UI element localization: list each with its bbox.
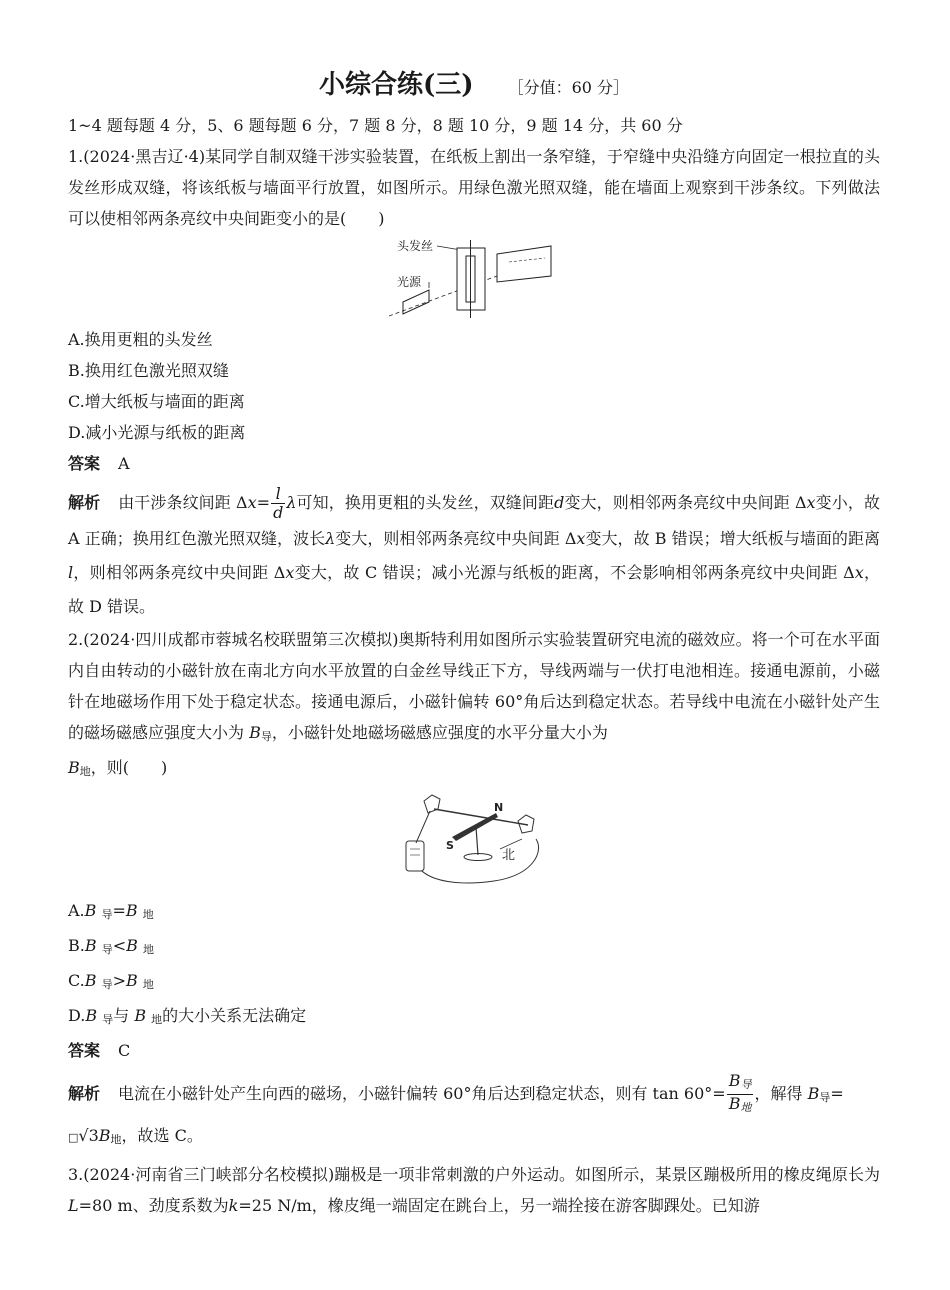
page-header — [68, 60, 880, 110]
q1-option-b: B.换用红色激光照双缝 — [68, 361, 229, 380]
q1-answer — [68, 448, 880, 479]
q1-hair-label: 头发丝 — [397, 239, 434, 253]
q2-option-d: D.B 导与 B 地的大小关系无法确定 — [68, 1006, 307, 1026]
answer-value: C — [118, 1041, 131, 1060]
q1-light-label: 光源 — [397, 275, 422, 289]
tan-formula: $\frac{\text{B导}}{\text{B地}}$ — [728, 1071, 752, 1114]
scoring-intro: 1~4 题每题 4 分，5、6 题每题 6 分，7 题 8 分，8 题 10 分，9 题 14 分，共 60 分 — [68, 116, 683, 135]
q2-n-label: N — [494, 801, 504, 814]
score-note: ［分值：60 分］ — [507, 78, 630, 97]
q3-stem: 3.(2024·河南省三门峡部分名校模拟)蹦极是一项非常刺激的户外运动。如图所示，某景区蹦极所用的橡皮绳原长为L=80 m、劲度系数为k=25 N/m，橡皮绳一端固定在跳台上，另一端拴接在游客脚踝处。已知游 — [68, 1165, 880, 1215]
q1-figure — [389, 238, 559, 320]
q2-figure — [394, 791, 554, 891]
q2-north-label: 北 — [502, 848, 516, 863]
q1-option-d: D.减小光源与纸板的距离 — [68, 423, 246, 442]
q2-option-b: B.B 导<B 地 — [68, 936, 154, 956]
q1-stem: 1.(2024·黑吉辽·4)某同学自制双缝干涉实验装置，在纸板上割出一条窄缝，于窄缝中央沿缝方向固定一根拉直的头发丝形成双缝，将该纸板与墙面平行放置，如图所示。用绿色激光照双缝，能在墙面上观察到干涉条纹。下列做法可以使相邻两条亮纹中央间距变小的是( ) — [68, 147, 880, 228]
q1-option-c: C.增大纸板与墙面的距离 — [68, 392, 245, 411]
fringe-formula: $\frac{l}{d}$ — [273, 484, 284, 522]
q1-analysis: 解析 由干涉条纹间距 Δx= $\frac{l}{d}$ λ可知，换用更粗的头发丝，双缝间距d变大，则相邻两条亮纹中央间距 Δx变小，故 A 正确；换用红色激光照双缝，波长λ变大，则相邻两条亮纹中央间距 Δx变大，故 B 错误；增大纸板与墙面的距离l，则相邻两条亮纹中央间距 Δx变大，故 C 错误；减小光源与纸板的距离，不会影响相邻两条亮纹中央间距 Δx，故 D 错误。 — [68, 484, 880, 616]
answer-label: 答案 — [68, 454, 101, 473]
analysis-label: 解析 — [68, 493, 101, 512]
page — [68, 60, 880, 1221]
q2-s-label: S — [446, 839, 454, 852]
q2-stem: 2.(2024·四川成都市蓉城名校联盟第三次模拟)奥斯特利用如图所示实验装置研究电流的磁效应。将一个可在水平面内自由转动的小磁针放在南北方向水平放置的白金丝导线正下方，导线两端与一伏打电池相连。接通电源前，小磁针在地磁场作用下处于稳定状态。接通电源后，小磁针偏转 60°角后达到稳定状态。若导线中电流在小磁针处产生的磁场磁感应强度大小为 B导，小磁针处地磁场磁感应强度的水平分量大小为 B地，则( ) — [68, 630, 880, 778]
page-title: 小综合练(三) — [318, 70, 474, 100]
answer-label: 答案 — [68, 1041, 101, 1060]
answer-value: A — [118, 454, 130, 473]
q2-option-c: C.B 导>B 地 — [68, 971, 154, 991]
q2-option-a: A.B 导=B 地 — [68, 901, 154, 921]
q1-option-a: A.换用更粗的头发丝 — [68, 330, 213, 349]
analysis-label: 解析 — [68, 1084, 101, 1103]
q2-answer — [68, 1035, 880, 1066]
q2-analysis: 解析 电流在小磁针处产生向西的磁场，小磁针偏转 60°角后达到稳定状态，则有 tan 60°= $\frac{\text{B导}}{\text{B地}}$ ，解得 B导= □√3B地，故选 C。 — [68, 1071, 844, 1146]
